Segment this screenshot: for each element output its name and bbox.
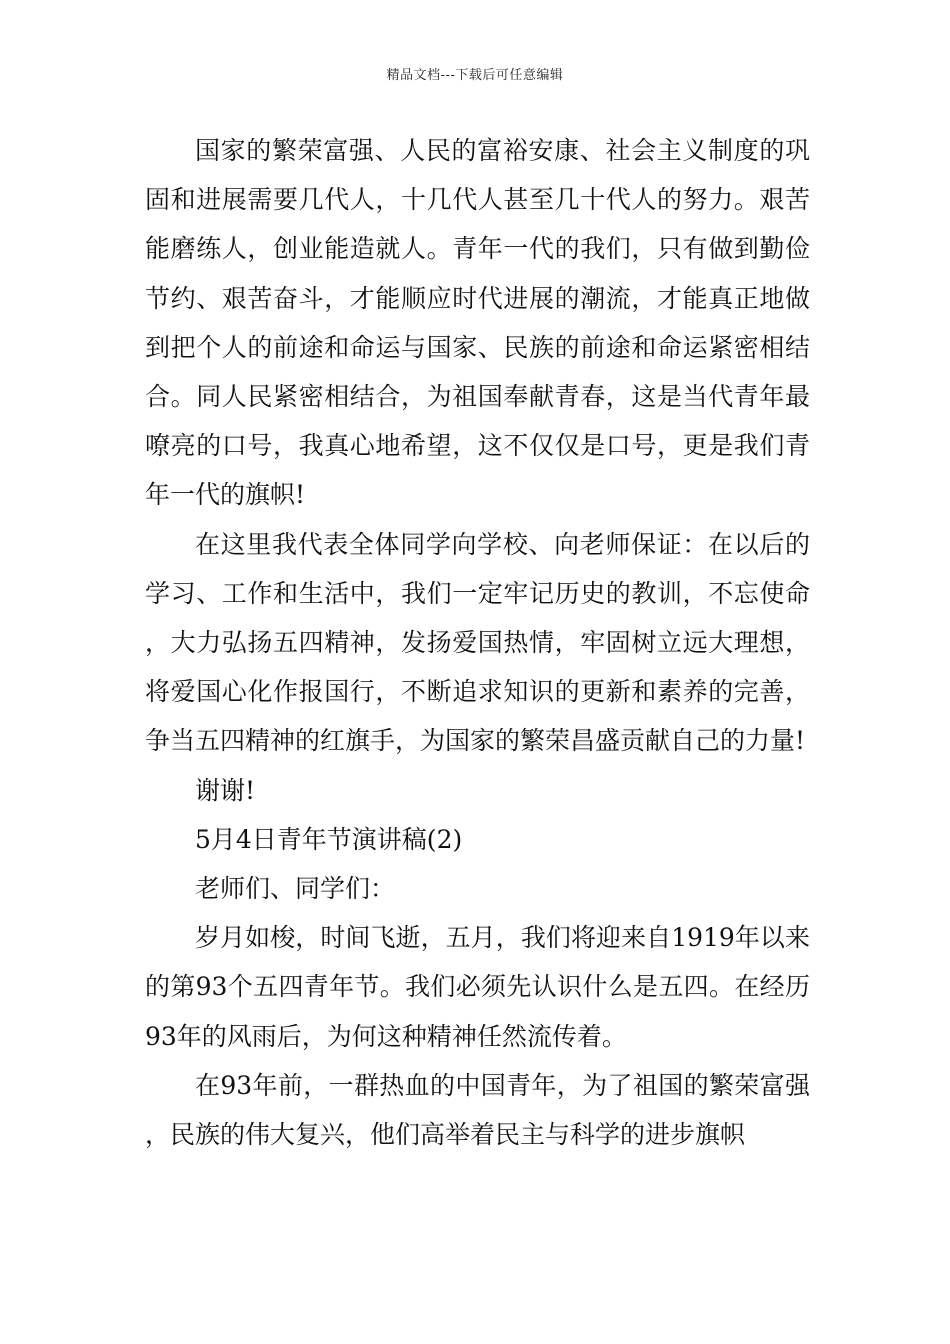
paragraph-may-fourth-intro: 岁月如梭，时间飞逝，五月，我们将迎来自1919年以来的第93个五四青年节。我们必须先认识什么是五四。在经历93年的风雨后，为何这种精神任然流传着。 [145, 923, 810, 1051]
page-header: 精品文档---下载后可任意编辑 [386, 68, 564, 83]
document-body [145, 126, 810, 1159]
speech-title: 5月4日青年节演讲稿(2) [195, 824, 463, 854]
paragraph-pledge: 在这里我代表全体同学向学校、向老师保证：在以后的学习、工作和生活中，我们一定牢记历史的教训，不忘使命，大力弘扬五四精神，发扬爱国热情，牢固树立远大理想，将爱国心化作报国行，不断追求知识的更新和素养的完善，争当五四精神的红旗手，为国家的繁荣昌盛贡献自己的力量! [145, 529, 810, 756]
speech-salutation: 老师们、同学们： [195, 874, 396, 904]
paragraph-national-prosperity: 国家的繁荣富强、人民的富裕安康、社会主义制度的巩固和进展需要几代人，十几代人甚至几十代人的努力。艰苦能磨练人，创业能造就人。青年一代的我们，只有做到勤俭节约、艰苦奋斗，才能顺应时代进展的潮流，才能真正地做到把个人的前途和命运与国家、民族的前途和命运紧密相结合。同人民紧密相结合，为祖国奉献青春，这是当代青年最嘹亮的口号，我真心地希望，这不仅仅是口号，更是我们青年一代的旗帜! [145, 136, 810, 510]
paragraph-93-years-ago: 在93年前，一群热血的中国青年，为了祖国的繁荣富强，民族的伟大复兴，他们高举着民主与科学的进步旗帜 [145, 1070, 810, 1150]
paragraph-thanks: 谢谢! [195, 775, 256, 805]
